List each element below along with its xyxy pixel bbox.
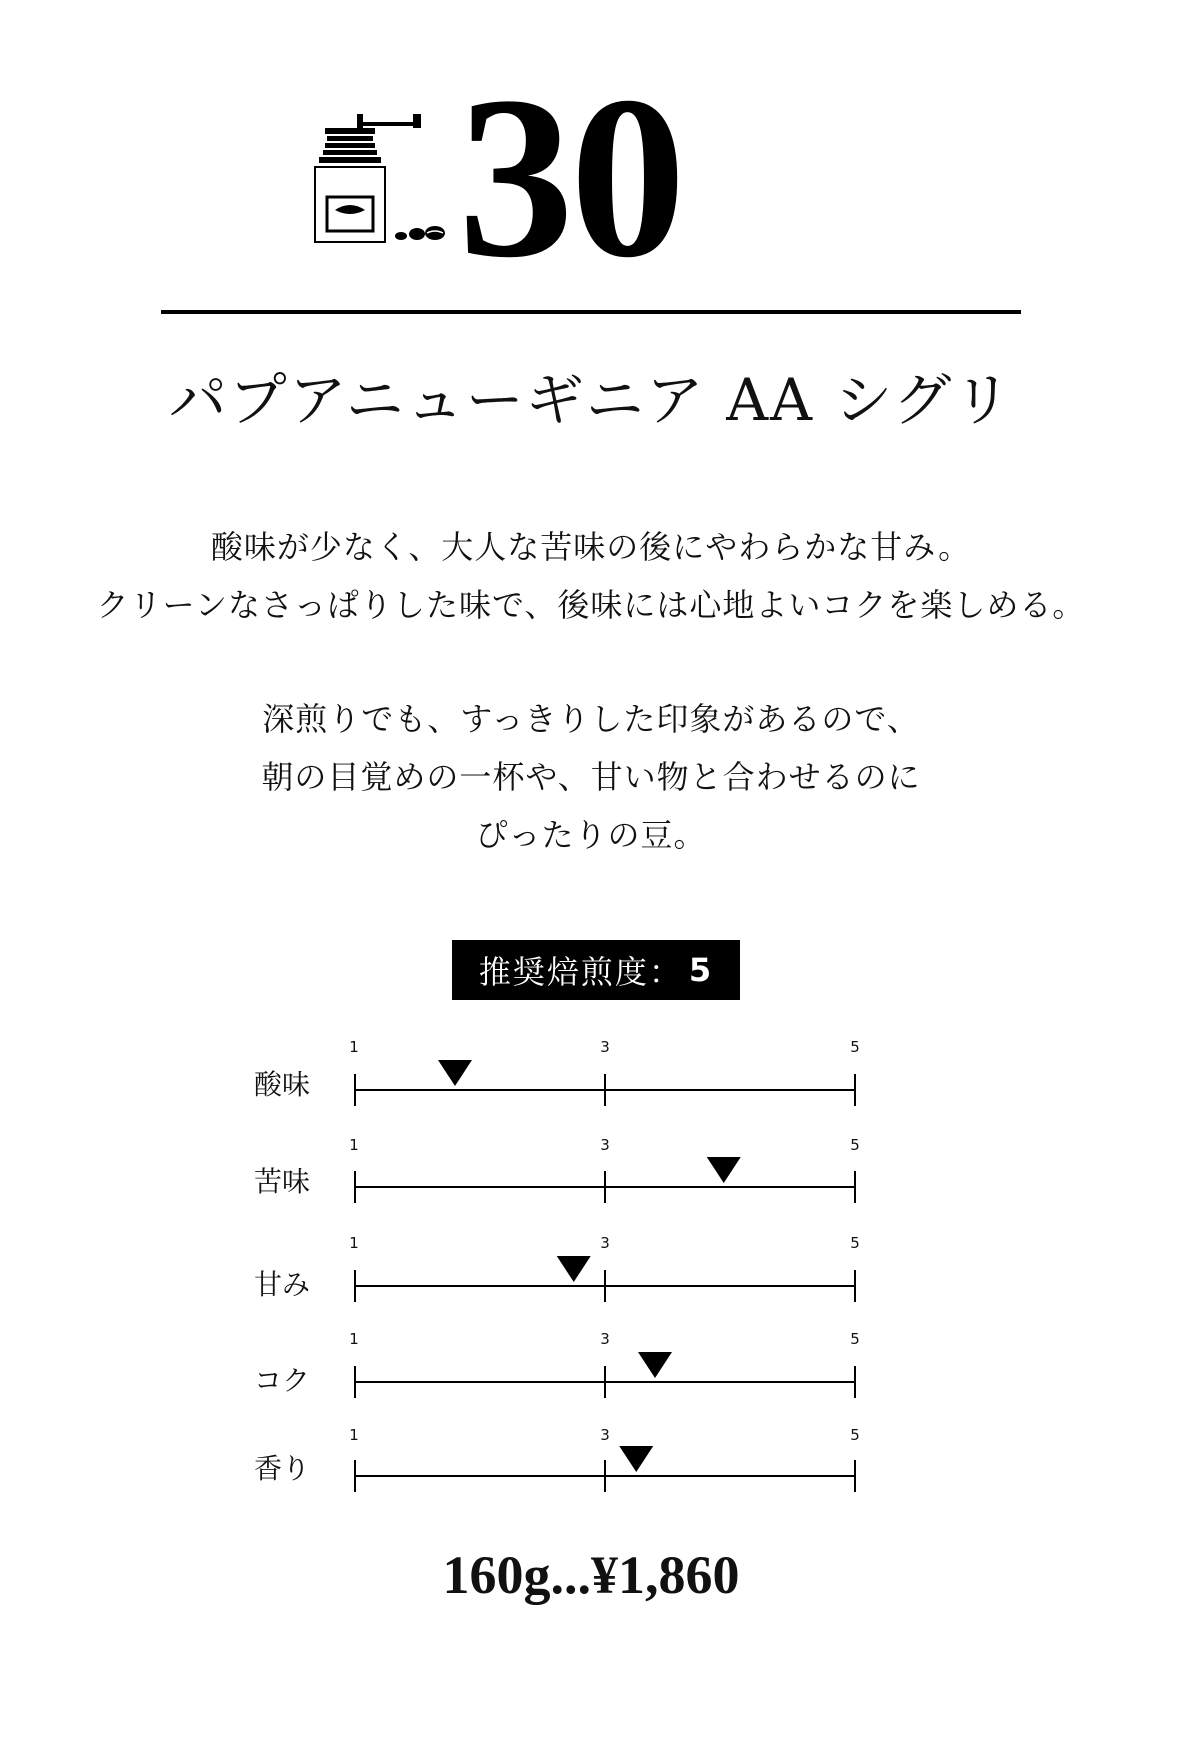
tick-label-1: 1 (349, 1038, 359, 1056)
tick-label-5: 5 (850, 1038, 860, 1056)
triangle-down-icon (557, 1256, 591, 1282)
description-line: 朝の目覚めの一杯や、甘い物と合わせるのに (261, 758, 921, 796)
taste-label-acidity: 酸味 (254, 1068, 311, 1101)
description-line: 深煎りでも、すっきりした印象があるので、 (262, 700, 920, 738)
tick-label-3: 3 (600, 1330, 610, 1348)
description-line: クリーンなさっぱりした味で、後味には心地よいコクを楽しめる。 (96, 586, 1086, 624)
tick-label-5: 5 (850, 1330, 860, 1348)
description-paragraph-2 (0, 690, 1182, 864)
tick-label-3: 3 (600, 1038, 610, 1056)
taste-label-bitterness: 苦味 (254, 1165, 311, 1198)
roast-level-label: 推奨焙煎度： (478, 953, 683, 991)
tick-label-5: 5 (850, 1426, 860, 1444)
tick-label-3: 3 (600, 1136, 610, 1154)
roast-level-badge (452, 940, 740, 1000)
tick-label-1: 1 (349, 1136, 359, 1154)
description-line: ぴったりの豆。 (475, 816, 707, 854)
tick-label-3: 3 (600, 1426, 610, 1444)
product-number: 30 (458, 49, 682, 306)
product-name: パプアニューギニア AA シグリ (168, 366, 1014, 434)
tick-label-1: 1 (349, 1234, 359, 1252)
description-line: 酸味が少なく、大人な苦味の後にやわらかな甘み。 (210, 528, 972, 566)
tick-label-1: 1 (349, 1426, 359, 1444)
taste-label-sweetness: 甘み (254, 1268, 311, 1301)
taste-label-body: コク (254, 1364, 311, 1397)
taste-label-aroma: 香り (254, 1452, 311, 1485)
tick-label-3: 3 (600, 1234, 610, 1252)
triangle-down-icon (438, 1060, 472, 1086)
triangle-down-icon (619, 1446, 653, 1472)
tick-label-5: 5 (850, 1234, 860, 1252)
triangle-down-icon (707, 1157, 741, 1183)
tick-label-1: 1 (349, 1330, 359, 1348)
tick-label-5: 5 (850, 1136, 860, 1154)
triangle-down-icon (638, 1352, 672, 1378)
price: 160g...¥1,860 (442, 1545, 740, 1605)
header-divider (161, 310, 1021, 314)
description-paragraph-1 (0, 518, 1182, 634)
coffee-grinder-icon (305, 112, 465, 262)
roast-level-value: 5 (688, 951, 714, 989)
